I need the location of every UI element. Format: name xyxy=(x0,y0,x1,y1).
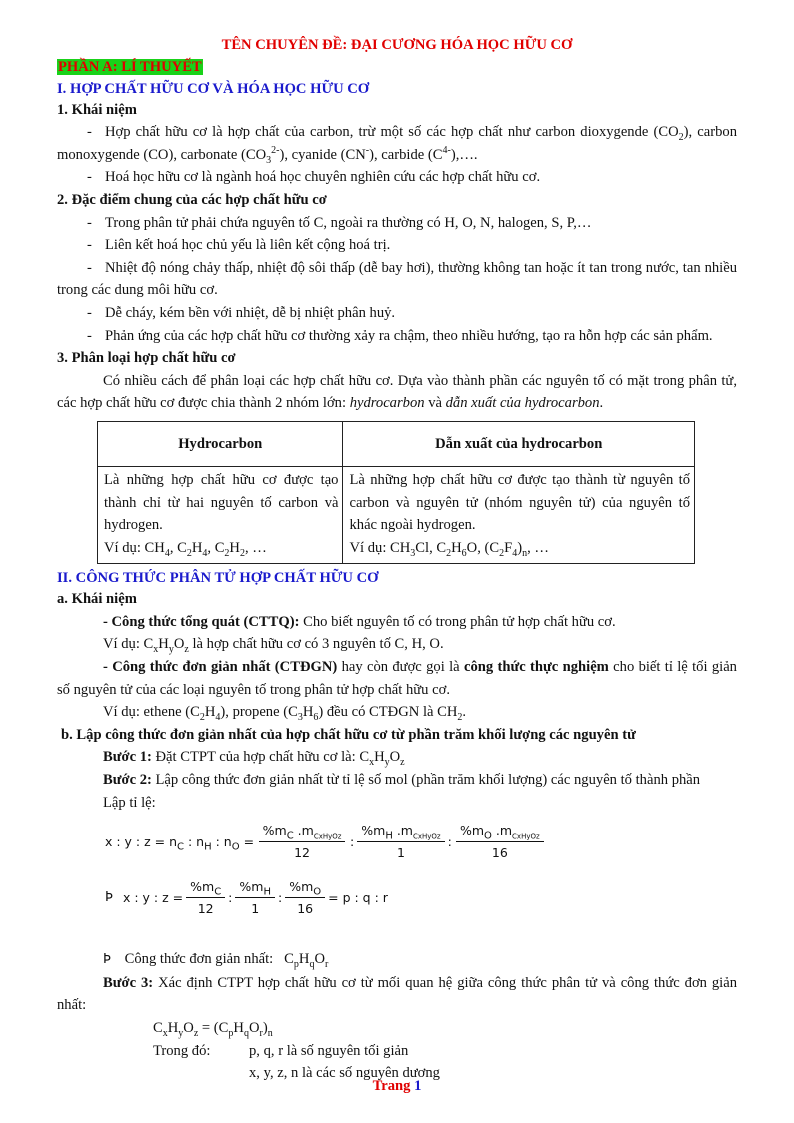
cttq-paragraph: - Công thức tổng quát (CTTQ): Cho biết nguyên tố có trong phân tử hợp chất hữu cơ. xyxy=(103,613,616,630)
char-bullet-5: - Phản ứng của các hợp chất hữu cơ thường xảy ra chậm, theo nhiều hướng, tạo ra hỗn hợp các sản phẩm. xyxy=(87,327,713,344)
relation-formula: $C_xH_yO_z = (C_pH_qO_r)_n$ xyxy=(153,1020,273,1039)
char-bullet-1: - Trong phân tử phải chứa nguyên tố C, ngoài ra thường có H, O, N, halogen, S, P,… xyxy=(87,214,592,231)
classification-heading: 3. Phân loại hợp chất hữu cơ xyxy=(57,350,236,367)
ctdgn-paragraph: - Công thức đơn giản nhất (CTĐGN) hay còn được gọi là công thức thực nghiệm cho biết tỉ lệ tối giản số nguyên tử của các loại nguyên tố trong phân tử hợp chất hữu cơ. xyxy=(57,659,737,698)
therefore-icon: Þ xyxy=(103,952,111,968)
ctdgn-example: Ví dụ: ethene $(C_2H_4)$, propene $(C_3H_6)$ đều có CTĐGN là $CH_2$. xyxy=(103,704,467,724)
part-a-heading: PHẦN A: LÍ THUYẾT xyxy=(58,59,202,75)
classification-paragraph: Có nhiều cách để phân loại các hợp chất hữu cơ. Dựa vào thành phần các nguyên tố có mặt trong phân tử, các hợp chất hữu cơ được chia thành 2 nhóm lớn: hydrocarbon và dẫn xuất của hydrocarbon. xyxy=(57,372,737,412)
simplest-formula: Þ Công thức đơn giản nhất: $C_pH_qO_r$ xyxy=(103,951,329,971)
step-1: Bước 1: Đặt CTPT của hợp chất hữu cơ là: $C_xH_yO_z$ xyxy=(103,749,405,769)
table-cell-hydrocarbon: Là những hợp chất hữu cơ được tạo thành chỉ từ hai nguyên tố carbon và hydrogen. Ví dụ: $CH_4$, $C_2H_4$, $C_2H_2$, … xyxy=(98,466,343,563)
section-1-heading: I. HỢP CHẤT HỮU CƠ VÀ HÓA HỌC HỮU CƠ xyxy=(57,80,370,97)
where-row-1: Trong đó: p, q, r là số nguyên tối giản xyxy=(153,1042,409,1059)
ratio-label: Lập tỉ lệ: xyxy=(103,794,156,811)
cttq-example: Ví dụ: $C_xH_yO_z$ là hợp chất hữu cơ có 3 nguyên tố C, H, O. xyxy=(103,636,444,656)
page-footer: Trang 1 xyxy=(372,1078,422,1094)
ratio-equation-1: x : y : $z = n_C$ : $n_H$ : $n_O$ = $\frac{\%m_C .m_{CxHyOz}}{12}$ : $\frac{\%m_H .m_{CxHyOz}}{1}$ : $\frac{\%m_O .m_{CxHyOz}}{16}$ xyxy=(105,814,737,870)
therefore-icon: Þ xyxy=(105,889,113,905)
where-row-2: x, y, z, n là các số nguyên dương xyxy=(249,1065,440,1082)
section-2-heading: II. CÔNG THỨC PHÂN TỬ HỢP CHẤT HỮU CƠ xyxy=(57,570,379,587)
characteristics-heading: 2. Đặc điểm chung của các hợp chất hữu cơ xyxy=(57,191,327,208)
char-bullet-2: - Liên kết hoá học chủ yếu là liên kết cộng hoá trị. xyxy=(87,237,391,254)
method-heading: b. Lập công thức đơn giản nhất của hợp chất hữu cơ từ phần trăm khối lượng các nguyên tử xyxy=(61,726,636,743)
table-cell-derivative: Là những hợp chất hữu cơ được tạo thành từ nguyên tố carbon và nguyên tử (nhóm nguyên tử) của nguyên tố khác ngoài hydrogen. Ví dụ: $CH_3Cl$, $C_2H_6O$, $(C_2F_4)_n$, … xyxy=(343,466,695,563)
document-body xyxy=(57,34,737,1085)
ratio-equation-2: Þ x : y : z = $\frac{\%m_C}{12}$ : $\frac{\%m_H}{1}$ : $\frac{\%m_O}{16}$ = p : q : r xyxy=(105,878,388,916)
char-bullet-4: - Dễ cháy, kém bền với nhiệt, dễ bị nhiệt phân huỷ. xyxy=(87,304,396,321)
step-3: Bước 3: Xác định CTPT hợp chất hữu cơ từ mối quan hệ giữa công thức phân tử và công thức đơn giản nhất: xyxy=(57,974,738,1014)
document-title: TÊN CHUYÊN ĐỀ: ĐẠI CƯƠNG HÓA HỌC HỮU CƠ xyxy=(221,37,573,53)
concept-bullet-2: - Hoá học hữu cơ là ngành hoá học chuyên nghiên cứu các hợp chất hữu cơ. xyxy=(87,169,541,186)
char-bullet-3: - Nhiệt độ nóng chảy thấp, nhiệt độ sôi thấp (dễ bay hơi), thường không tan hoặc ít tan trong nước, tan nhiều trong các dung môi hữu cơ. xyxy=(57,259,737,299)
step-2: Bước 2: Lập công thức đơn giản nhất từ tỉ lệ số mol (phần trăm khối lượng) các nguyên tố thành phần xyxy=(103,772,701,789)
concept-bullet-1: - Hợp chất hữu cơ là hợp chất của carbon, trừ một số các hợp chất như carbon dioxygende $(CO_2)$, carbon monoxygende (CO), carbonate $(CO_3^{2-})$, cyanide (CN-), carbide $(C^{4-}),\dots$. xyxy=(57,124,737,166)
concept-heading: 1. Khái niệm xyxy=(57,101,137,118)
table-header-hydrocarbon: Hydrocarbon xyxy=(98,421,343,466)
table-header-derivative: Dẫn xuất của hydrocarbon xyxy=(343,421,695,466)
definition-heading: a. Khái niệm xyxy=(57,591,137,608)
classification-table xyxy=(97,421,695,564)
